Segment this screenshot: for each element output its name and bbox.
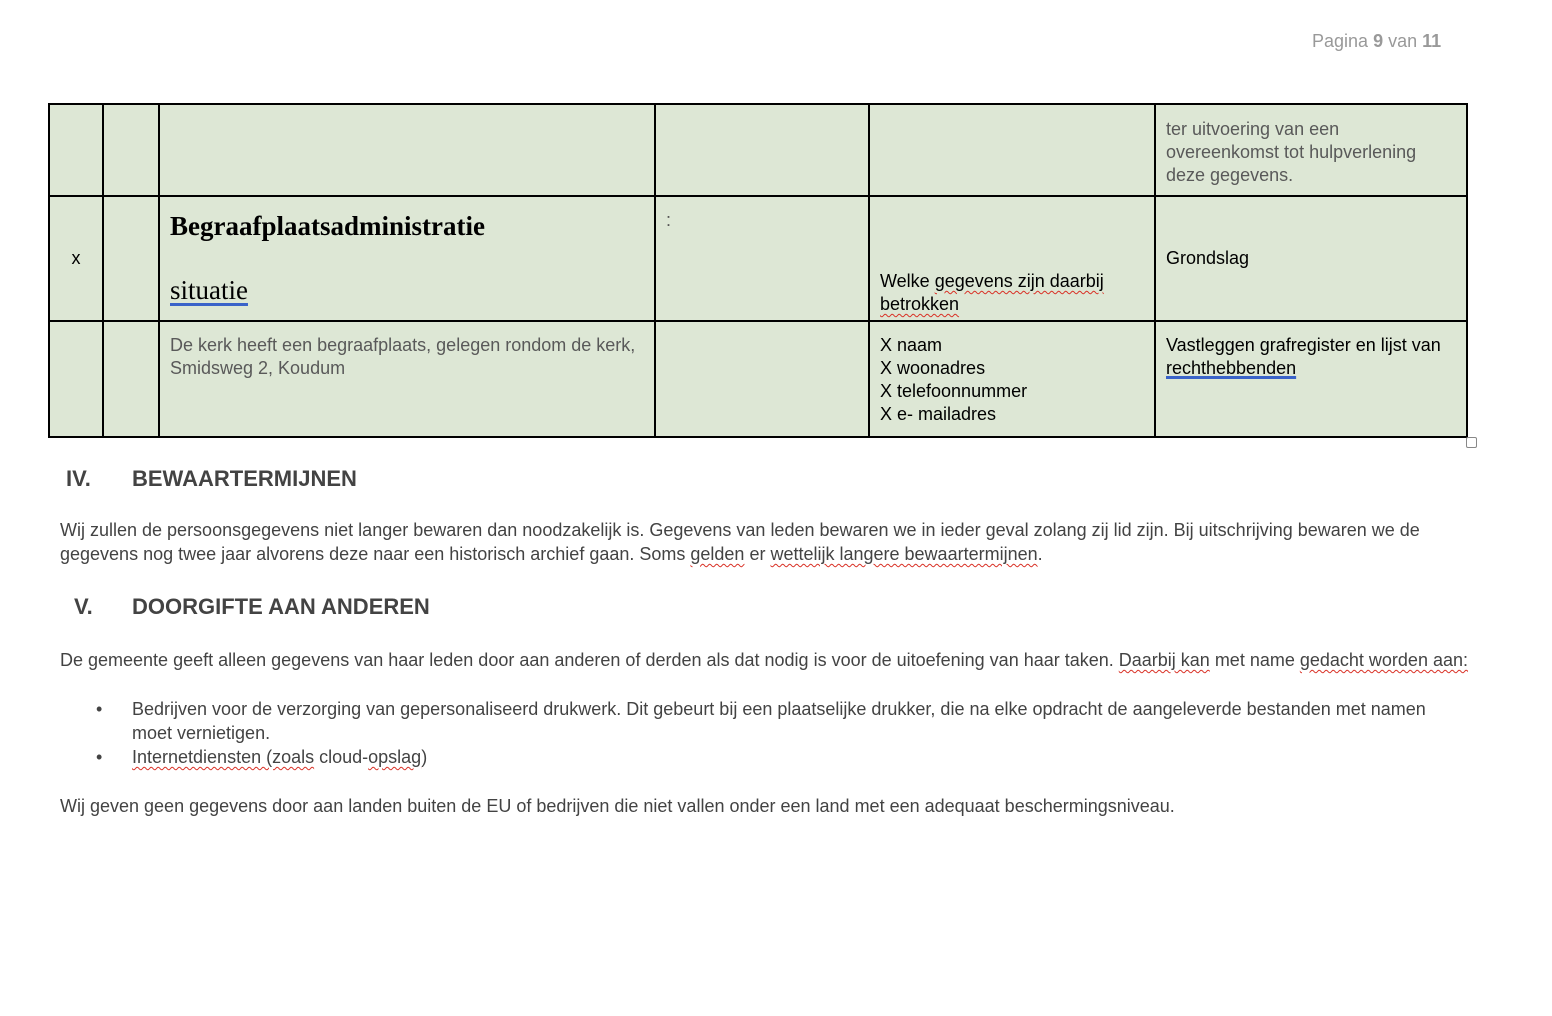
- grondslag-continued-text: ter uitvoering van een overeenkomst tot hulpverlening deze gegevens.: [1166, 119, 1417, 185]
- page-label: Pagina: [1312, 31, 1369, 51]
- retention-paragraph: [60, 518, 1480, 566]
- table-cell[interactable]: [49, 321, 103, 437]
- table-cell[interactable]: [159, 321, 655, 437]
- processing-subtitle: [170, 275, 644, 305]
- list-item: [60, 745, 1460, 769]
- table-resize-handle[interactable]: [1466, 437, 1477, 448]
- section-heading-v: [74, 594, 430, 620]
- table-cell[interactable]: [1155, 104, 1467, 196]
- table-cell[interactable]: [103, 196, 159, 321]
- data-item: X woonadres: [880, 358, 986, 378]
- processing-description: De kerk heeft een begraafplaats, gelegen rondom de kerk, Smidsweg 2, Koudum: [170, 335, 636, 378]
- bullet-icon: •: [96, 699, 103, 719]
- data-item: X telefoonnummer: [880, 381, 1028, 401]
- section-number: V.: [74, 594, 93, 619]
- data-header-part3: betrokken: [880, 294, 960, 314]
- table-cell[interactable]: [103, 321, 159, 437]
- transfer-paragraph: [60, 648, 1480, 672]
- closing-paragraph: [60, 794, 1480, 818]
- spellcheck-flagged-text: gelden: [690, 544, 745, 564]
- table-cell[interactable]: [159, 104, 655, 196]
- colon-text: :: [666, 210, 672, 230]
- bullet-icon: •: [96, 747, 103, 767]
- table-cell[interactable]: [869, 321, 1155, 437]
- paragraph-text: De gemeente geeft alleen gegevens van haar leden door aan anderen of derden als dat nodig is voor de uitoefening van haar taken.: [60, 650, 1119, 670]
- list-item: [60, 697, 1460, 745]
- processing-title: Begraafplaatsadministratie: [170, 211, 485, 241]
- page-current: 9: [1373, 31, 1384, 51]
- paragraph-text: er: [744, 544, 771, 564]
- list-item-text: Bedrijven voor de verzorging van gepersonaliseerd drukwerk. Dit gebeurt bij een plaatselijke drukker, die na elke opdracht de aangeleverde bestanden met namen moet vernietigen.: [132, 699, 1426, 743]
- table-row: [49, 321, 1467, 437]
- paragraph-text: met name: [1209, 650, 1300, 670]
- paragraph-text: Wij zullen de persoonsgegevens niet langer bewaren dan noodzakelijk is. Gegevens van leden bewaren we in ieder geval zolang zij lid zijn. Bij uitschrijving bewaren we de gegevens nog twee jaar alvorens deze naar een historisch archief gaan. Soms: [60, 520, 1420, 564]
- spellcheck-flagged-text: Daarbij kan: [1118, 650, 1210, 670]
- table-cell[interactable]: [159, 196, 655, 321]
- data-item: X naam: [880, 335, 943, 355]
- table-cell[interactable]: [1155, 196, 1467, 321]
- table-cell[interactable]: [655, 196, 869, 321]
- list-item-text: ): [421, 747, 428, 767]
- page-of: van: [1388, 31, 1418, 51]
- page-counter: [1312, 31, 1441, 52]
- processing-table: [48, 103, 1468, 438]
- paragraph-text: .: [1037, 544, 1043, 564]
- section-title: BEWAARTERMIJNEN: [132, 466, 357, 491]
- list-item-text: cloud-: [314, 747, 369, 767]
- selection-mark: x: [71, 248, 81, 268]
- spellcheck-flagged-text: opslag: [368, 747, 422, 767]
- basis-header: Grondslag: [1166, 248, 1250, 268]
- page-total: 11: [1422, 31, 1442, 51]
- recipients-list: [60, 697, 1460, 769]
- data-item: X e- mailadres: [880, 404, 997, 424]
- data-header-part1: Welke: [880, 271, 935, 291]
- table-cell[interactable]: [49, 196, 103, 321]
- basis-text-part2: rechthebbenden: [1166, 358, 1297, 378]
- section-heading-iv: [66, 466, 357, 492]
- table-row: [49, 104, 1467, 196]
- table-cell[interactable]: [655, 104, 869, 196]
- section-number: IV.: [66, 466, 91, 491]
- subtitle-text: situatie: [170, 275, 248, 305]
- spellcheck-flagged-text: wettelijk langere bewaartermijnen: [770, 544, 1038, 564]
- table-row: [49, 196, 1467, 321]
- spellcheck-flagged-text: Internetdiensten (zoals: [132, 747, 315, 767]
- table-cell[interactable]: [655, 321, 869, 437]
- table-cell[interactable]: [1155, 321, 1467, 437]
- data-header-part2: gegevens zijn daarbij: [934, 271, 1104, 291]
- table-cell[interactable]: [103, 104, 159, 196]
- table-cell[interactable]: [49, 104, 103, 196]
- table-cell[interactable]: [869, 104, 1155, 196]
- basis-text-part1: Vastleggen grafregister en lijst van: [1166, 335, 1441, 355]
- paragraph-text: Wij geven geen gegevens door aan landen buiten de EU of bedrijven die niet vallen onder een land met een adequaat beschermingsniveau.: [60, 796, 1175, 816]
- spellcheck-flagged-text: gedacht worden aan:: [1299, 650, 1468, 670]
- section-title: DOORGIFTE AAN ANDEREN: [132, 594, 430, 619]
- table-cell[interactable]: [869, 196, 1155, 321]
